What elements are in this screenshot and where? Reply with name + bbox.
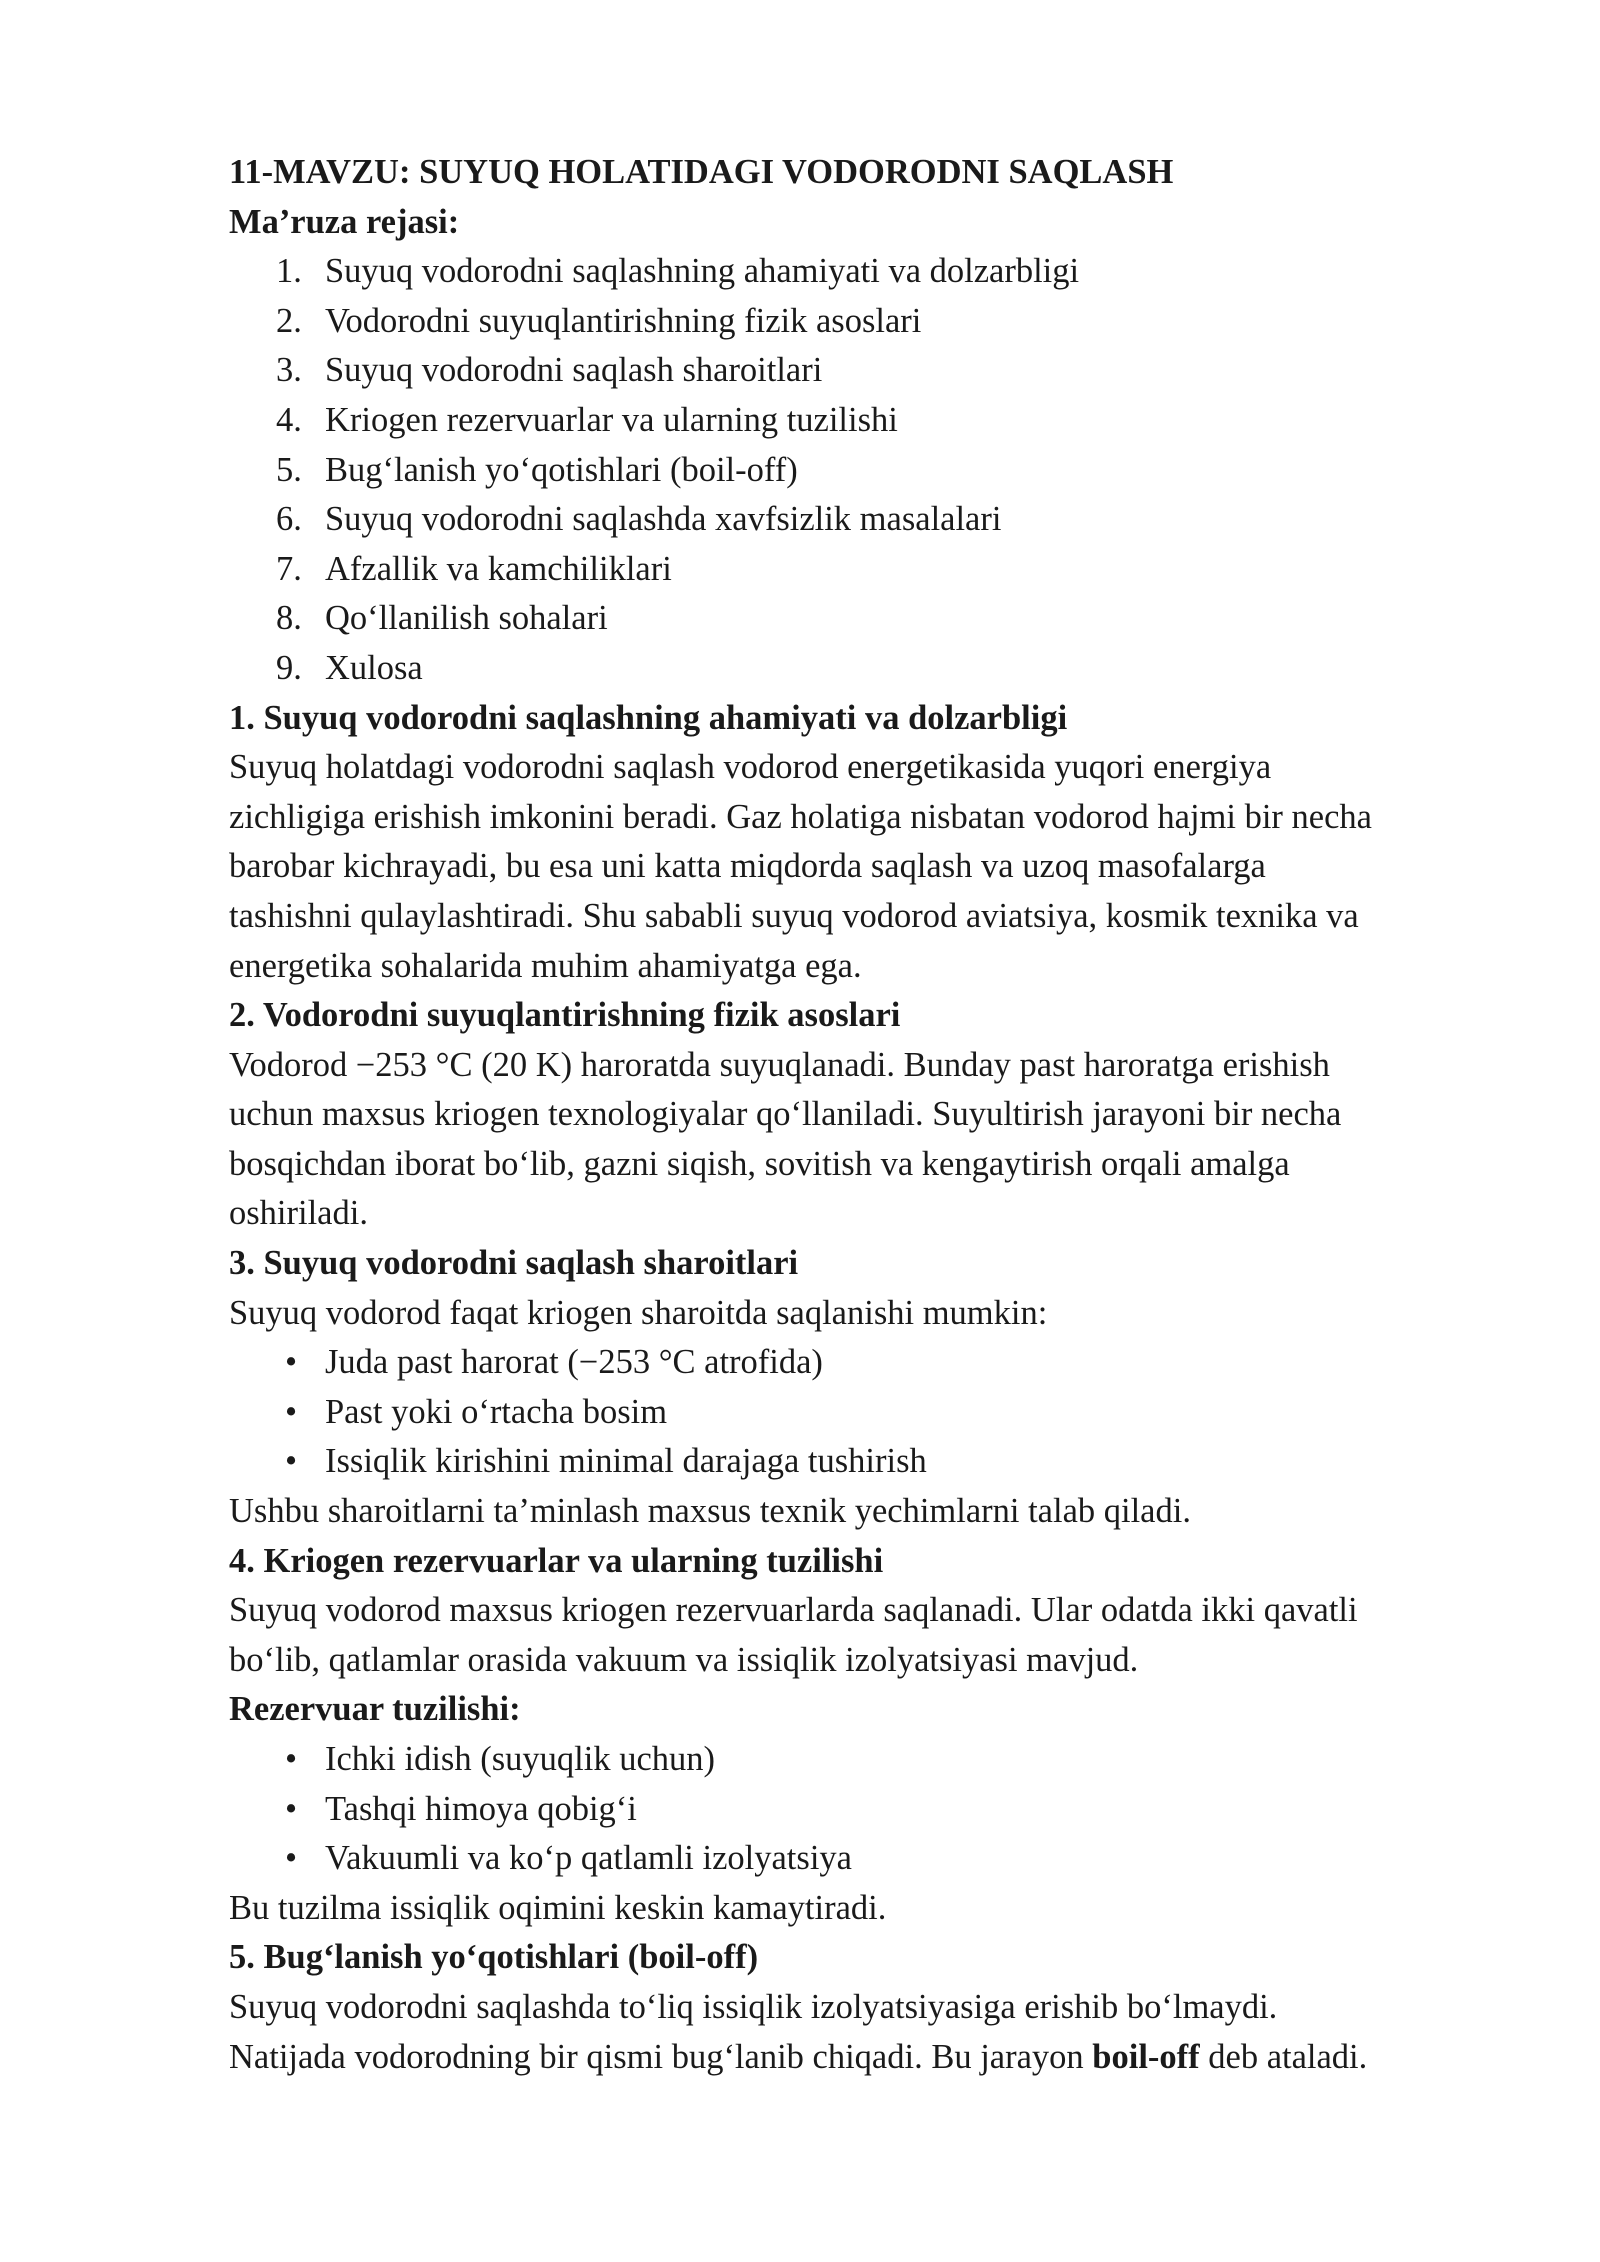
bullet-item <box>229 1388 1529 1438</box>
section-5-line <box>229 2033 1529 2083</box>
plan-item-number: 5. <box>276 450 302 489</box>
plan-item <box>229 644 1529 694</box>
bullet-text: Juda past harorat (−253 °C atrofida) <box>325 1343 823 1382</box>
section-1-line: energetika sohalarida muhim ahamiyatga ega. <box>229 946 862 985</box>
bullet-icon: • <box>285 1740 298 1778</box>
plan-item-text: Kriogen rezervuarlar va ularning tuzilishi <box>325 400 898 439</box>
section-2-line: oshiriladi. <box>229 1194 368 1233</box>
bullet-text: Ichki idish (suyuqlik uchun) <box>325 1740 715 1778</box>
plan-item <box>229 594 1529 644</box>
document-title: 11-MAVZU: SUYUQ HOLATIDAGI VODORODNI SAQLASH <box>229 153 1174 191</box>
plan-item <box>229 446 1529 496</box>
plan-item-number: 6. <box>276 500 302 539</box>
plan-item-number: 8. <box>276 599 302 638</box>
plan-item-number: 7. <box>276 549 302 588</box>
bullet-icon: • <box>285 1343 298 1382</box>
bullet-icon: • <box>285 1839 298 1878</box>
plan-item-text: Vodorodni suyuqlantirishning fizik asoslari <box>325 301 922 340</box>
plan-item-text: Bug‘lanish yo‘qotishlari (boil-off) <box>325 450 798 489</box>
tank-structure-bullet-list <box>229 1735 1529 1884</box>
section-1-line: barobar kichrayadi, bu esa uni katta miqdorda saqlash va uzoq masofalarga <box>229 847 1266 886</box>
bullet-text: Tashqi himoya qobig‘i <box>325 1789 637 1828</box>
bullet-text: Issiqlik kirishini minimal darajaga tushirish <box>325 1442 927 1481</box>
plan-item-number: 2. <box>276 301 302 340</box>
bullet-item <box>229 1785 1529 1835</box>
bullet-icon: • <box>285 1789 298 1828</box>
conditions-bullet-list <box>229 1338 1529 1487</box>
plan-item-number: 4. <box>276 400 302 439</box>
section-1-line: zichligiga erishish imkonini beradi. Gaz holatiga nisbatan vodorod hajmi bir necha <box>229 797 1372 836</box>
section-5-text: Natijada vodorodning bir qismi bug‘lanib chiqadi. Bu jarayon <box>229 2037 1093 2076</box>
section-2-heading: 2. Vodorodni suyuqlantirishning fizik asoslari <box>229 996 901 1035</box>
plan-item-text: Suyuq vodorodni saqlashda xavfsizlik masalalari <box>325 500 1002 539</box>
plan-item-text: Suyuq vodorodni saqlashning ahamiyati va dolzarbligi <box>325 252 1080 291</box>
plan-item-text: Afzallik va kamchiliklari <box>325 549 672 588</box>
section-1-line: Suyuq holatdagi vodorodni saqlash vodorod energetikasida yuqori energiya <box>229 748 1272 787</box>
bullet-text: Vakuumli va ko‘p qatlamli izolyatsiya <box>325 1839 852 1878</box>
plan-item-number: 3. <box>276 351 302 390</box>
section-2-line: uchun maxsus kriogen texnologiyalar qo‘llaniladi. Suyultirish jarayoni bir necha <box>229 1095 1342 1134</box>
bullet-item <box>229 1834 1529 1884</box>
lecture-plan-list <box>229 247 1529 693</box>
section-1-line: tashishni qulaylashtiradi. Shu sababli suyuq vodorod aviatsiya, kosmik texnika va <box>229 896 1359 935</box>
plan-item-text: Suyuq vodorodni saqlash sharoitlari <box>325 351 823 390</box>
plan-item <box>229 297 1529 347</box>
plan-item-text: Xulosa <box>325 648 423 687</box>
boil-off-term: boil-off <box>1092 2037 1200 2076</box>
document-page <box>229 148 1529 2082</box>
bullet-text: Past yoki o‘rtacha bosim <box>325 1392 668 1431</box>
plan-item <box>229 545 1529 595</box>
section-2-line: Vodorod −253 °C (20 K) haroratda suyuqlanadi. Bunday past haroratga erishish <box>229 1045 1330 1084</box>
section-3-heading: 3. Suyuq vodorodni saqlash sharoitlari <box>229 1244 799 1283</box>
plan-item-text: Qo‘llanilish sohalari <box>325 599 608 638</box>
plan-item <box>229 396 1529 446</box>
section-5-line: Suyuq vodorodni saqlashda to‘liq issiqlik izolyatsiyasiga erishib bo‘lmaydi. <box>229 1987 1278 2026</box>
section-4-heading: 4. Kriogen rezervuarlar va ularning tuzilishi <box>229 1541 884 1580</box>
section-5-heading: 5. Bug‘lanish yo‘qotishlari (boil-off) <box>229 1938 759 1977</box>
plan-item <box>229 247 1529 297</box>
plan-heading: Ma’ruza rejasi: <box>229 202 460 241</box>
section-2-line: bosqichdan iborat bo‘lib, gazni siqish, sovitish va kengaytirish orqali amalga <box>229 1144 1290 1183</box>
section-1-heading: 1. Suyuq vodorodni saqlashning ahamiyati va dolzarbligi <box>229 698 1068 737</box>
plan-item <box>229 495 1529 545</box>
section-5-text: deb ataladi. <box>1199 2037 1368 2076</box>
plan-item <box>229 346 1529 396</box>
bullet-icon: • <box>285 1442 298 1481</box>
section-4-line: Suyuq vodorod maxsus kriogen rezervuarlarda saqlanadi. Ular odatda ikki qavatli <box>229 1591 1358 1630</box>
section-4-line: bo‘lib, qatlamlar orasida vakuum va issiqlik izolyatsiyasi mavjud. <box>229 1640 1139 1679</box>
bullet-item <box>229 1735 1529 1785</box>
bullet-item <box>229 1437 1529 1487</box>
section-3-outro: Ushbu sharoitlarni ta’minlash maxsus texnik yechimlarni talab qiladi. <box>229 1492 1191 1531</box>
bullet-item <box>229 1338 1529 1388</box>
plan-item-number: 1. <box>276 252 302 291</box>
section-4-subheading: Rezervuar tuzilishi: <box>229 1690 521 1729</box>
bullet-icon: • <box>285 1392 298 1431</box>
section-4-outro: Bu tuzilma issiqlik oqimini keskin kamaytiradi. <box>229 1888 887 1927</box>
plan-item-number: 9. <box>276 648 302 687</box>
section-3-intro: Suyuq vodorod faqat kriogen sharoitda saqlanishi mumkin: <box>229 1293 1048 1332</box>
